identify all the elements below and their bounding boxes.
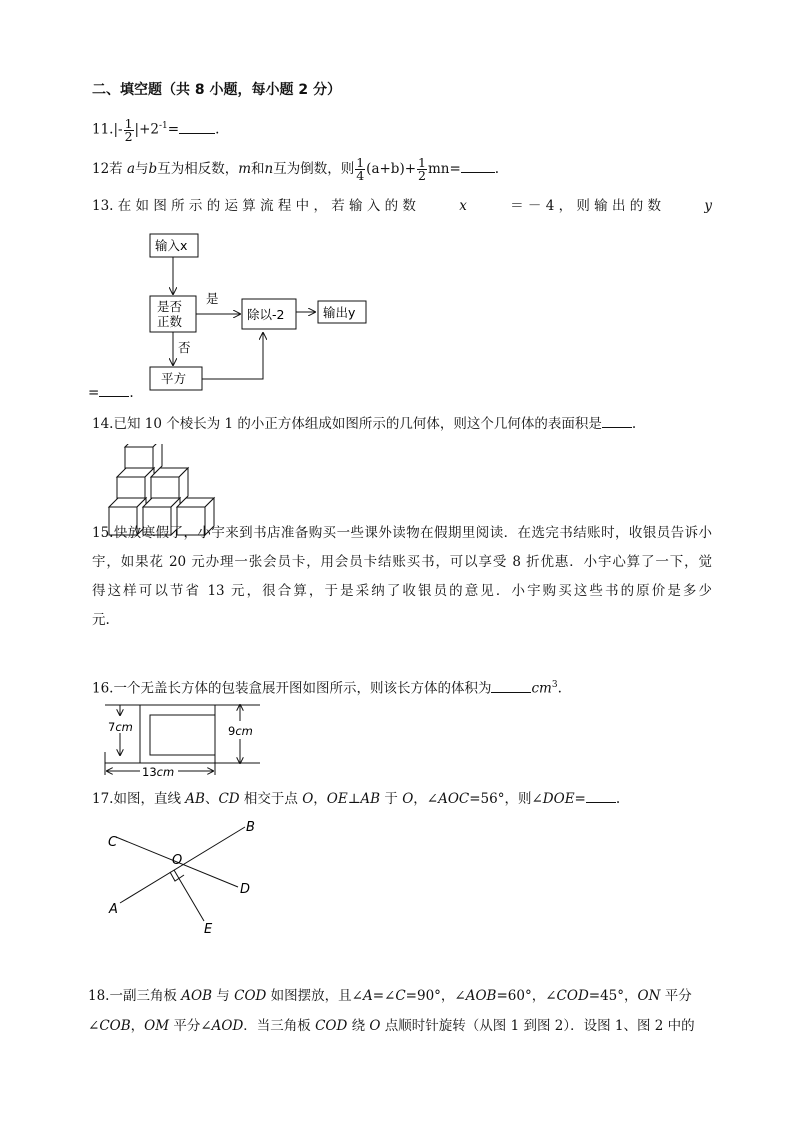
question-12: 12若 a与b互为相反数，m和n互为倒数，则 $\frac{1}{4}$ (a+b)+ $\frac{1}{2}$ mn= .: [92, 155, 500, 183]
height-label-1: 7cm: [108, 720, 133, 734]
line-ab: [120, 827, 245, 903]
right-angle-mark: [170, 872, 184, 881]
flowchart-diagram: [120, 226, 380, 396]
square-label: 平方: [161, 371, 187, 386]
input-label: 输入x: [155, 238, 188, 253]
section-heading: 二、填空题（共 8 小题，每小题 2 分）: [92, 82, 341, 98]
arrow: [202, 333, 263, 379]
intersecting-lines-figure: [100, 815, 270, 940]
question-14: 14.已知 10 个棱长为 1 的小正方体组成如图所示的几何体，则这个几何体的表面积是 .: [92, 416, 637, 432]
fraction: $\frac{1}{2}$: [124, 115, 133, 144]
no-label: 否: [178, 340, 191, 355]
label-o: O: [172, 853, 183, 868]
question-13: 13. 在 如 图 所 示 的 运 算 流 程 中 ， 若 输 入 的 数 x ＝ － 4 ， 则 输 出 的 数 y: [92, 198, 712, 214]
fraction: $\frac{1}{4}$: [356, 155, 365, 183]
question-18-line-2: ∠COB，OM 平分∠AOD．当三角板 COD 绕 O 点顺时针旋转（从图 1 到图 2）．设图 1、图 2 中的: [88, 1018, 695, 1034]
label-c: C: [108, 835, 118, 850]
question-13-answer: = .: [88, 385, 134, 401]
output-label: 输出y: [323, 305, 356, 320]
answer-blank: [491, 691, 531, 693]
question-11: 11.|- $\frac{1}{2}$ $|+2^{-1}=$ .: [92, 115, 220, 144]
question-16: 16.一个无盖长方体的包装盒展开图如图所示，则该长方体的体积为 $cm^3$.: [92, 680, 562, 697]
width-label: 13cm: [142, 765, 175, 779]
divide-label: 除以-2: [247, 307, 285, 322]
answer-blank: [461, 171, 495, 173]
ray-oe: [174, 870, 204, 921]
answer-blank: [586, 801, 616, 803]
answer-blank: [99, 395, 129, 397]
decision-label-2: 正数: [157, 314, 183, 329]
label-d: D: [240, 882, 251, 897]
label-a: A: [109, 902, 118, 917]
decision-label-1: 是否: [157, 299, 183, 314]
question-15: 15.快放寒假了，小宇来到书店准备购买一些课外读物在假期里阅读．在选完书结账时，收银员告诉小 宇，如果花 20 元办理一张会员卡，用会员卡结账买书，可以享受 8 折优惠．小宇心算了一下，觉 得这样可以节省 13 元，很合算，于是采纳了收银员的意见．小宇购买这些书的原价是多少 元.: [92, 525, 712, 628]
yes-label: 是: [206, 291, 219, 306]
box-net-figure: [100, 697, 270, 782]
answer-blank: [602, 426, 632, 428]
label-e: E: [204, 922, 213, 937]
fraction: $\frac{1}{2}$: [418, 155, 426, 183]
question-18-line-1: 18.一副三角板 AOB 与 COD 如图摆放，且∠A=∠C=90°，∠AOB=60°，∠COD=45°，ON 平分: [88, 988, 692, 1004]
answer-blank: [179, 132, 215, 134]
question-17: 17.如图，直线 AB、CD 相交于点 O，OE⊥AB 于 O，∠AOC=56°，则∠DOE= .: [92, 791, 621, 807]
label-b: B: [246, 820, 255, 835]
height-label-2: 9cm: [228, 724, 253, 738]
net-inner-rect: [150, 715, 215, 755]
